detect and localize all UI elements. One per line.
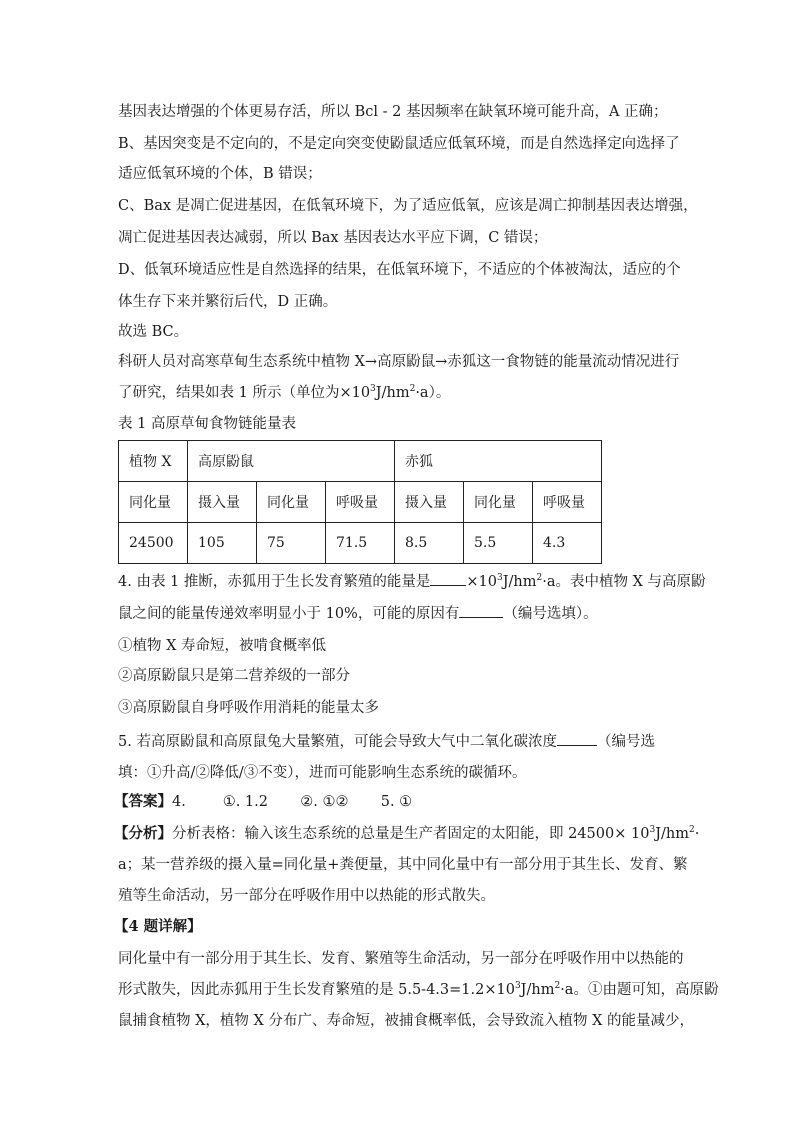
table-group-cell: 高原鼢鼠 xyxy=(188,441,395,482)
answer-label: 【答案】 xyxy=(114,793,172,810)
answer-line xyxy=(114,792,412,812)
text-line: 凋亡促进基因表达减弱，所以 Bax 基因表达水平应下调，C 错误； xyxy=(118,230,548,246)
answer-text: 4. ①. 1.2 ②. ①② 5. ① xyxy=(172,794,413,810)
detail-line: 形式散失，因此赤狐用于生长发育繁殖的是 $5.5-4.3=1.2\times 10^3J/hm^2\cdot a$。①由题可知，高原鼢 xyxy=(118,981,719,998)
question-4-line: 4. 由表 1 推断，赤狐用于生长发育繁殖的能量是 $\times 10^3J/hm^2\cdot a$。表中植物 X 与高原鼢 xyxy=(118,571,706,592)
table-cell: 105 xyxy=(188,523,257,564)
detail-line: 鼠捕食植物 X，植物 X 分布广、寿命短，被捕食概率低，会导致流入植物 X 的能量减少， xyxy=(118,1013,695,1029)
intro-line: 了研究，结果如表 1 所示（单位为$\times 10^3J/hm^2\cdot a$）。 xyxy=(118,384,451,401)
analysis-line: 【分析】分析表格：输入该生态系统的总量是生产者固定的太阳能，即 $24500\times 10^3J/hm^2\cdot$ xyxy=(114,825,700,842)
option-line: ②高原鼢鼠只是第二营养级的一部分 xyxy=(118,668,350,684)
table-header-cell: 同化量 xyxy=(119,482,188,523)
analysis-line: 殖等生命活动，另一部分在呼吸作用中以热能的形式散失。 xyxy=(118,888,495,904)
answer-blank[interactable] xyxy=(459,603,503,618)
intro-line: 科研人员对高寒草甸生态系统中植物 X→高原鼢鼠→赤狐这一食物链的能量流动情况进行 xyxy=(118,354,680,370)
detail-label: 【4 题详解】 xyxy=(114,918,202,935)
table-cell: 4.3 xyxy=(533,523,602,564)
analysis-label: 【分析】 xyxy=(114,825,172,842)
table-cell: 24500 xyxy=(119,523,188,564)
answer-blank[interactable] xyxy=(557,731,597,746)
option-line: ③高原鼢鼠自身呼吸作用消耗的能量太多 xyxy=(118,700,379,716)
question-5-line: 填：①升高/②降低/③不变），进而可能影响生态系统的碳循环。 xyxy=(118,765,527,781)
table-header-cell: 同化量 xyxy=(464,482,533,523)
energy-table xyxy=(118,440,602,564)
table-cell: 71.5 xyxy=(326,523,395,564)
text-line: D、低氧环境适应性是自然选择的结果，在低氧环境下，不适应的个体被淘汰，适应的个 xyxy=(118,262,681,278)
table-group-row xyxy=(119,441,602,482)
table-group-cell: 植物 X xyxy=(119,441,188,482)
text-line: 故选 BC。 xyxy=(118,324,189,340)
table-group-cell: 赤狐 xyxy=(395,441,602,482)
table-cell: 5.5 xyxy=(464,523,533,564)
table-header-row xyxy=(119,482,602,523)
text-line: C、Bax 是凋亡促进基因，在低氧环境下，为了适应低氧，应该是凋亡抑制基因表达增强， xyxy=(118,198,698,214)
text-line: 适应低氧环境的个体，B 错误； xyxy=(118,166,322,182)
table-header-cell: 同化量 xyxy=(257,482,326,523)
question-4-line: 鼠之间的能量传递效率明显小于 10%，可能的原因有 （编号选填）。 xyxy=(118,603,598,624)
table-cell: 8.5 xyxy=(395,523,464,564)
analysis-line: a；某一营养级的摄入量=同化量+粪便量，其中同化量中有一部分用于其生长、发育、繁 xyxy=(118,857,688,873)
table-header-cell: 摄入量 xyxy=(395,482,464,523)
table-caption: 表 1 高原草甸食物链能量表 xyxy=(118,416,296,432)
table-row xyxy=(119,523,602,564)
text-line: 基因表达增强的个体更易存活，所以 Bcl - 2 基因频率在缺氧环境可能升高，A 正确； xyxy=(118,104,668,120)
table-header-cell: 摄入量 xyxy=(188,482,257,523)
table-header-cell: 呼吸量 xyxy=(533,482,602,523)
question-5-line: 5. 若高原鼢鼠和高原鼠兔大量繁殖，可能会导致大气中二氧化碳浓度 （编号选 xyxy=(118,731,655,752)
table-cell: 75 xyxy=(257,523,326,564)
option-line: ①植物 X 寿命短，被啃食概率低 xyxy=(118,638,327,654)
text-line: 体生存下来并繁衍后代，D 正确。 xyxy=(118,294,338,310)
detail-line: 同化量中有一部分用于其生长、发育、繁殖等生命活动，另一部分在呼吸作用中以热能的 xyxy=(118,951,684,967)
text-line: B、基因突变是不定向的，不是定向突变使鼢鼠适应低氧环境，而是自然选择定向选择了 xyxy=(118,136,680,152)
table-header-cell: 呼吸量 xyxy=(326,482,395,523)
answer-blank[interactable] xyxy=(430,571,466,586)
